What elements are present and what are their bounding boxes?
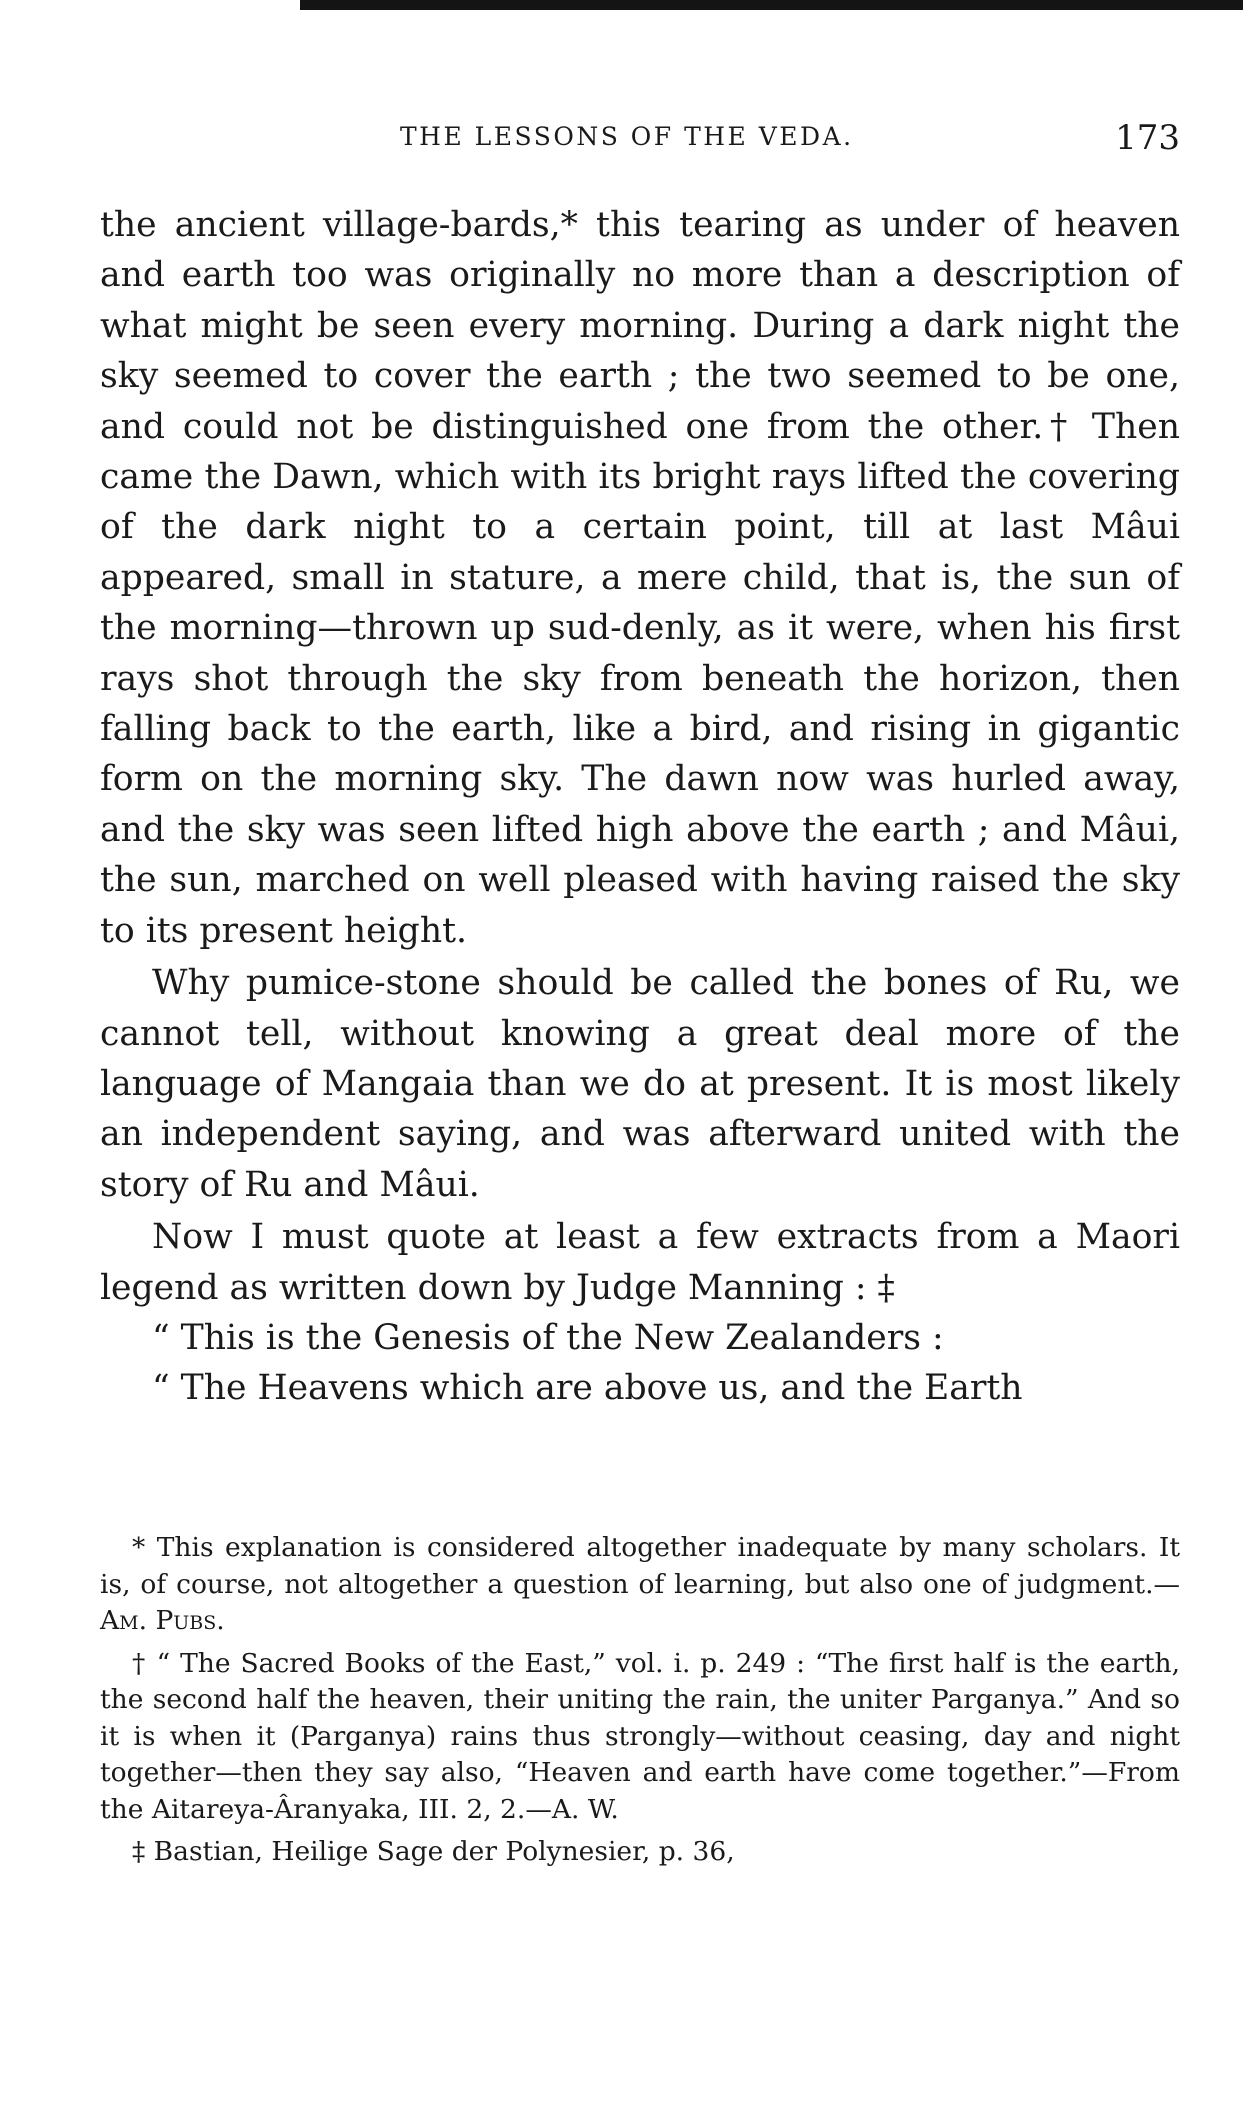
footnotes: [100, 1530, 1180, 1877]
paragraph-1: the ancient village-bards,* this tearing as under of heaven and earth too was originally no more than a description of what might be seen every morning. During a dark night the sky seemed to cover the earth ; the two seemed to be one, and could not be distinguished one from the other.† Then came the Dawn, which with its bright rays lifted the covering of the dark night to a certain point, till at last Mâui appeared, small in stature, a mere child, that is, the sun of the morning—thrown up sud-denly, as it were, when his first rays shot through the sky from beneath the horizon, then falling back to the earth, like a bird, and rising in gigantic form on the morning sky. The dawn now was hurled away, and the sky was seen lifted high above the earth ; and Mâui, the sun, marched on well pleased with having raised the sky to its present height.: [100, 205, 1180, 951]
running-head: [100, 118, 1180, 168]
page-number: 173: [1115, 118, 1180, 158]
quote-line-1: “ This is the Genesis of the New Zealanders :: [152, 1317, 944, 1358]
footnote-2: † “ The Sacred Books of the East,” vol. i. p. 249 : “The first half is the earth, the second half the heaven, their uniting the rain, the uniter Parganya.” And so it is when it (Parganya) rains thus strongly—without ceasing, day and night together—then they say also, “Heaven and earth have come together.”—From the Aitareya-Âranyaka, III. 2, 2.—A. W.: [100, 1647, 1180, 1825]
paragraph-2: Why pumice-stone should be called the bones of Ru, we cannot tell, without knowing a great deal more of the language of Mangaia than we do at present. It is most likely an independent saying, and was afterward united with the story of Ru and Mâui.: [100, 963, 1180, 1205]
running-title: THE LESSONS OF THE VEDA.: [400, 122, 854, 151]
footnote-1-signature: Am. Pubs.: [100, 1605, 225, 1636]
footnote-1: [100, 1530, 1180, 1640]
footnote-3: ‡ Bastian, Heilige Sage der Polynesier, p. 36,: [132, 1836, 735, 1867]
quote-line-2: “ The Heavens which are above us, and the Earth: [152, 1368, 1023, 1409]
body-text: [100, 200, 1180, 1414]
paragraph-3: Now I must quote at least a few extracts from a Maori legend as written down by Judge Manning : ‡: [100, 1217, 1180, 1308]
top-rule: [300, 0, 1243, 10]
footnote-1-text: * This explanation is considered altogether inadequate by many scholars. It is, of course, not altogether a question of learning, but also one of judgment.—: [100, 1532, 1180, 1600]
